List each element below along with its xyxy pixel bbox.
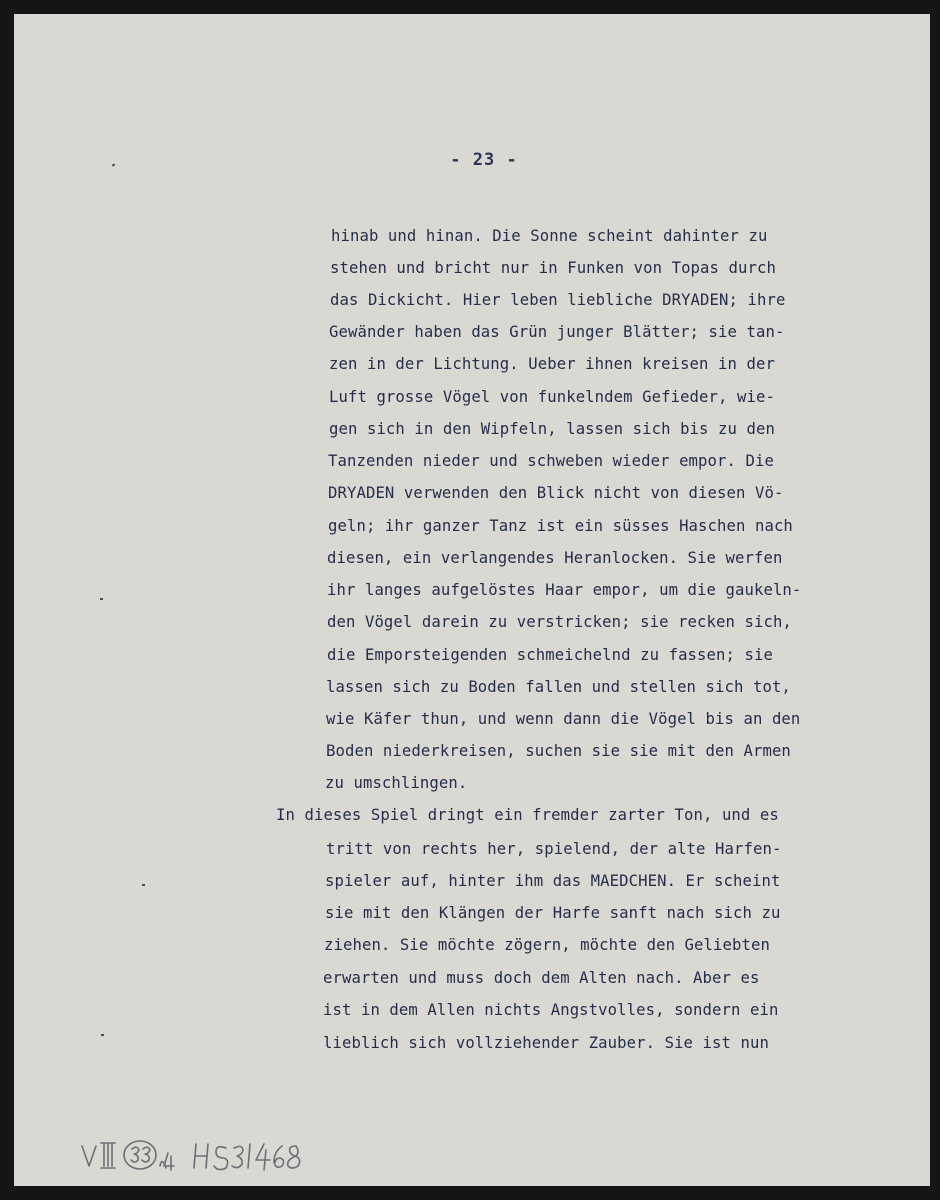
text-line: DRYADEN verwenden den Blick nicht von diesen Vö-: [328, 484, 784, 502]
archive-annotation: [80, 1138, 320, 1186]
text-line: wie Käfer thun, und wenn dann die Vögel bis an den: [326, 710, 801, 728]
text-line: zen in der Lichtung. Ueber ihnen kreisen in der: [329, 355, 775, 373]
text-line: stehen und bricht nur in Funken von Topas durch: [330, 259, 776, 277]
margin-speck: [112, 163, 116, 166]
text-line: gen sich in den Wipfeln, lassen sich bis zu den: [329, 420, 775, 438]
text-line: zu umschlingen.: [325, 774, 468, 792]
text-line: Gewänder haben das Grün junger Blätter; sie tan-: [329, 323, 785, 341]
text-line: erwarten und muss doch dem Alten nach. Aber es: [323, 969, 760, 987]
text-line: den Vögel darein zu verstricken; sie recken sich,: [327, 613, 792, 631]
text-line: lassen sich zu Boden fallen und stellen sich tot,: [326, 678, 791, 696]
handwritten-shelfmark: [80, 1138, 320, 1186]
text-line: geln; ihr ganzer Tanz ist ein süsses Haschen nach: [328, 517, 793, 535]
text-line: das Dickicht. Hier leben liebliche DRYADEN; ihre: [330, 291, 786, 309]
text-line: lieblich sich vollziehender Zauber. Sie ist nun: [323, 1034, 769, 1052]
page-number: - 23 -: [450, 150, 518, 170]
text-line: diesen, ein verlangendes Heranlocken. Sie werfen: [327, 549, 783, 567]
document-page: [14, 14, 930, 1186]
text-line: tritt von rechts her, spielend, der alte Harfen-: [326, 840, 782, 858]
text-line: spieler auf, hinter ihm das MAEDCHEN. Er scheint: [325, 872, 781, 890]
margin-speck: [100, 598, 103, 600]
text-line: ist in dem Allen nichts Angstvolles, sondern ein: [323, 1001, 779, 1019]
text-line: Luft grosse Vögel von funkelndem Gefieder, wie-: [329, 388, 775, 406]
text-line: Boden niederkreisen, suchen sie sie mit den Armen: [326, 742, 791, 760]
margin-speck: [101, 1034, 104, 1036]
text-line: ihr langes aufgelöstes Haar empor, um die gaukeln-: [327, 581, 802, 599]
text-line: ziehen. Sie möchte zögern, möchte den Geliebten: [324, 936, 770, 954]
text-line: Tanzenden nieder und schweben wieder empor. Die: [328, 452, 774, 470]
text-line: In dieses Spiel dringt ein fremder zarter Ton, und es: [276, 806, 779, 824]
text-line: sie mit den Klängen der Harfe sanft nach sich zu: [325, 904, 781, 922]
text-line: hinab und hinan. Die Sonne scheint dahinter zu: [331, 227, 768, 245]
text-line: die Emporsteigenden schmeichelnd zu fassen; sie: [327, 646, 773, 664]
margin-speck: [142, 884, 145, 886]
